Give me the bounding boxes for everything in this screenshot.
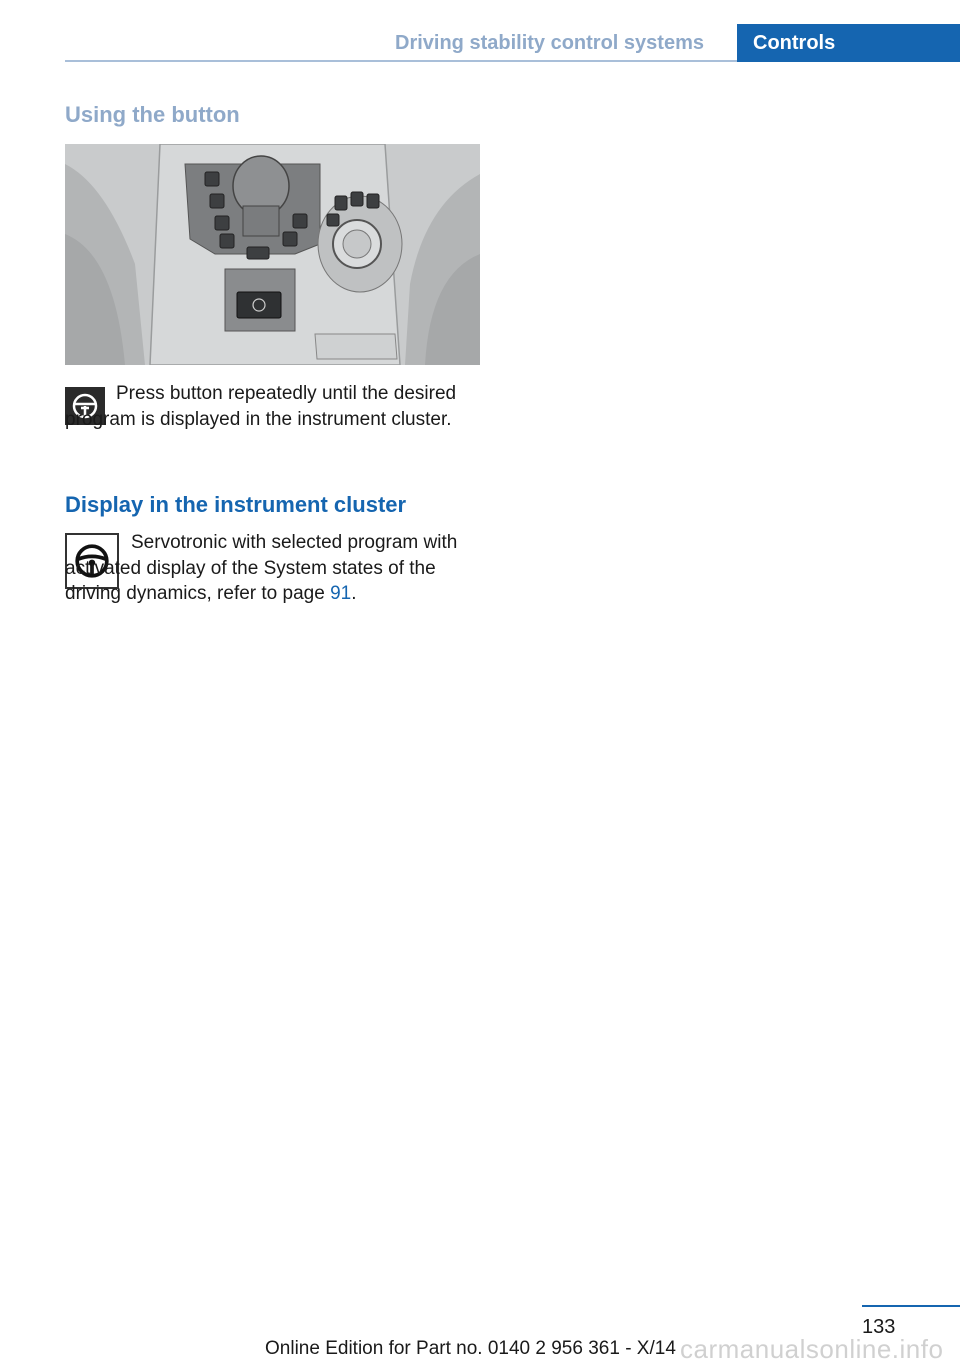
center-console-illustration [65,144,480,365]
servotronic-text: Servotronic with selected program with activated display of the System states of the driving dynamics, refer to page [65,532,458,604]
header-section-title: Driving stability control systems [395,32,704,54]
header-chapter-tab[interactable]: Controls [737,24,960,62]
section-title-display: Display in the instrument cluster [65,492,407,517]
watermark: carmanualsonline.info [680,1334,944,1364]
header-rule [65,60,737,62]
period: . [351,583,357,604]
press-button-paragraph: Press button repeatedly until the desired program is displayed in the instrument cluster. [65,383,457,430]
footer-edition: Online Edition for Part no. 0140 2 956 361 - X/14 [265,1338,676,1359]
page-link[interactable]: 91 [330,583,352,604]
page-number: 133 [862,1316,896,1338]
servotronic-paragraph [65,530,480,607]
footer-rule [862,1305,960,1307]
subheading-using-button: Using the button [65,102,240,127]
